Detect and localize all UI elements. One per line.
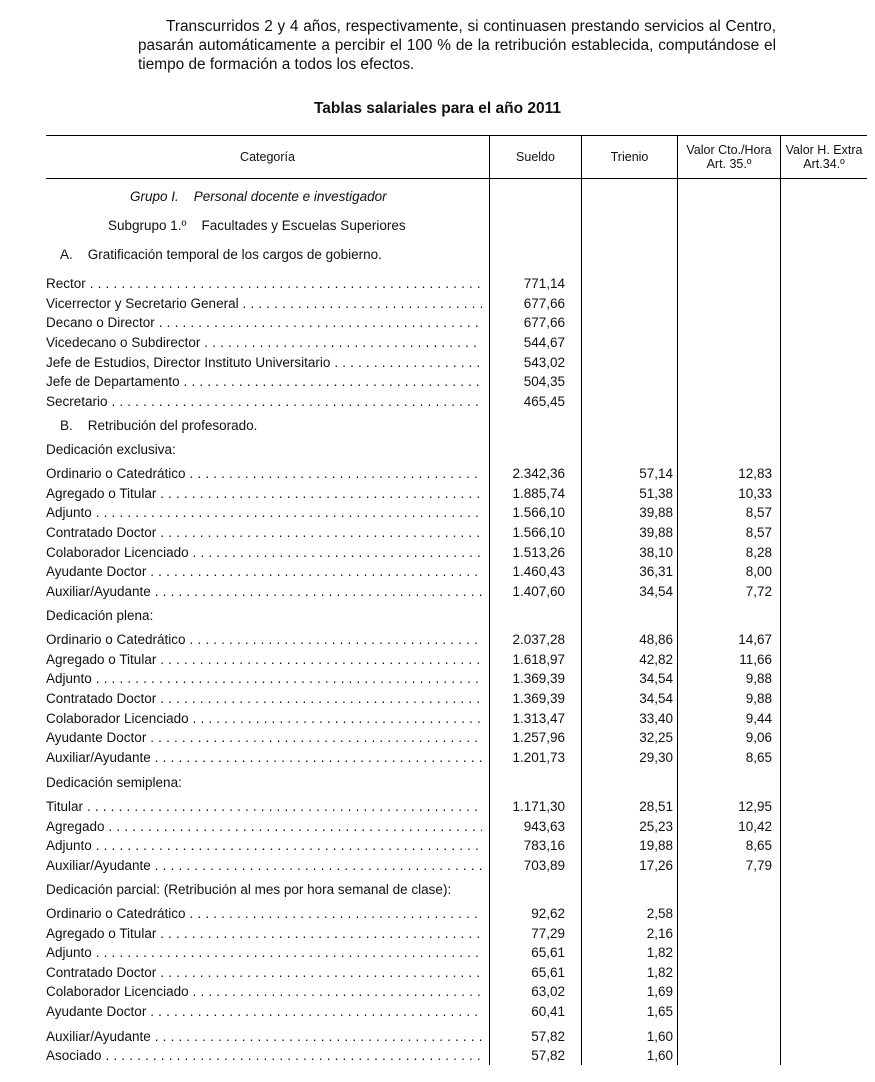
group-heading: Grupo I. Personal docente e investigador	[130, 189, 387, 204]
row-valor-hora-value: 9,44	[745, 710, 772, 726]
table-row	[46, 669, 875, 689]
row-category-label: Agregado o Titular . . .	[46, 924, 482, 944]
row-valor-hora-value: 11,66	[739, 651, 772, 667]
plena-heading: Dedicación plena:	[46, 608, 154, 623]
row-sueldo-value: 544,67	[523, 334, 565, 350]
table-row	[46, 963, 875, 983]
row-valor-hora-value: 7,79	[745, 857, 772, 873]
row-valor-hora-value: 8,00	[745, 564, 772, 580]
row-trienio-value: 34,54	[639, 690, 673, 706]
row-sueldo-value: 1.257,96	[512, 730, 565, 746]
table-row	[46, 728, 875, 748]
row-category-label: Adjunto . . .	[46, 943, 482, 963]
row-trienio-value: 32,25	[639, 730, 673, 746]
header-hora-extra: Valor H. Extra Art.34.º	[785, 143, 863, 171]
row-trienio-value: 25,23	[639, 818, 673, 834]
row-trienio-value: 42,82	[639, 651, 673, 667]
table-row	[46, 333, 875, 353]
row-category-label: Jefe de Departamento . . .	[46, 372, 482, 392]
row-trienio-value: 34,54	[639, 671, 673, 687]
row-category-label: Ayudante Doctor . . .	[46, 1002, 482, 1022]
table-row	[46, 313, 875, 333]
table-row	[46, 689, 875, 709]
table-row	[46, 392, 875, 412]
row-trienio-value: 48,86	[639, 632, 673, 647]
row-sueldo-value: 1.513,26	[512, 544, 565, 560]
row-trienio-value: 2,16	[646, 925, 673, 941]
table-row	[46, 1027, 875, 1047]
row-category-label: Auxiliar/Ayudante . . .	[46, 856, 482, 876]
row-sueldo-value: 783,16	[523, 838, 565, 854]
table-row	[46, 748, 875, 768]
row-trienio-value: 19,88	[639, 838, 673, 854]
row-trienio-value: 1,82	[646, 964, 673, 980]
row-category-label: Auxiliar/Ayudante . . .	[46, 1027, 482, 1047]
row-trienio-value: 2,58	[646, 906, 673, 921]
row-trienio-value: 28,51	[639, 799, 673, 814]
section-b-heading: B. Retribución del profesorado.	[60, 418, 258, 433]
row-valor-hora-value: 12,83	[738, 466, 772, 481]
row-category-label: Rector . . .	[46, 274, 482, 294]
row-category-label: Ayudante Doctor . . .	[46, 728, 482, 748]
row-trienio-value: 36,31	[639, 564, 673, 580]
row-category-label: Vicerrector y Secretario General . . .	[46, 294, 482, 314]
row-trienio-value: 1,60	[646, 1048, 673, 1064]
row-valor-hora-value: 9,88	[745, 671, 772, 687]
header-categoria: Categoría	[240, 150, 295, 164]
row-sueldo-value: 63,02	[531, 984, 565, 1000]
row-category-label: Decano o Director . . .	[46, 313, 482, 333]
row-sueldo-value: 1.369,39	[512, 671, 565, 687]
table-row	[46, 523, 875, 543]
row-valor-hora-value: 9,06	[745, 730, 772, 746]
row-category-label: Agregado . . .	[46, 817, 482, 837]
semiplena-heading: Dedicación semiplena:	[46, 775, 182, 790]
section-a-heading: A. Gratificación temporal de los cargos de gobierno.	[60, 247, 382, 262]
subgroup-heading: Subgrupo 1.º Facultades y Escuelas Superiores	[108, 218, 406, 233]
table-row	[46, 943, 875, 963]
row-valor-hora-value: 8,65	[745, 838, 772, 854]
row-sueldo-value: 1.566,10	[512, 524, 565, 540]
row-sueldo-value: 57,82	[531, 1048, 565, 1064]
row-valor-hora-value: 7,72	[745, 583, 772, 599]
row-trienio-value: 17,26	[639, 857, 673, 873]
row-category-label: Contratado Doctor . . .	[46, 523, 482, 543]
row-category-label: Ordinario o Catedrático . . .	[46, 904, 482, 924]
table-row	[46, 1046, 875, 1066]
row-category-label: Colaborador Licenciado . . .	[46, 982, 482, 1002]
row-sueldo-value: 465,45	[523, 393, 565, 409]
row-sueldo-value: 543,02	[523, 354, 565, 370]
table-row	[46, 709, 875, 729]
table-row	[46, 562, 875, 582]
table-row	[46, 503, 875, 523]
row-trienio-value: 39,88	[639, 505, 673, 521]
row-trienio-value: 51,38	[639, 485, 673, 501]
row-trienio-value: 1,69	[646, 984, 673, 1000]
row-trienio-value: 34,54	[639, 583, 673, 599]
row-category-label: Titular . . .	[46, 797, 482, 817]
table-title: Tablas salariales para el año 2011	[313, 100, 561, 117]
table-row	[46, 274, 875, 294]
row-sueldo-value: 1.460,43	[512, 564, 565, 580]
exclusiva-heading: Dedicación exclusiva:	[46, 442, 176, 457]
table-row	[46, 924, 875, 944]
row-sueldo-value: 57,82	[531, 1028, 565, 1044]
row-trienio-value: 33,40	[639, 710, 673, 726]
row-sueldo-value: 1.885,74	[512, 485, 565, 501]
row-valor-hora-value: 8,57	[745, 524, 772, 540]
row-sueldo-value: 1.171,30	[512, 799, 565, 814]
row-sueldo-value: 504,35	[523, 374, 565, 390]
intro-line-1: Transcurridos 2 y 4 años, respectivamente, si continuasen prestando servicios al	[166, 18, 721, 35]
row-sueldo-value: 65,61	[531, 945, 565, 961]
row-category-label: Adjunto . . .	[46, 503, 482, 523]
intro-line-3: computándose el tiempo de formación a todos los efectos.	[138, 37, 777, 73]
table-row	[46, 797, 875, 817]
row-category-label: Agregado o Titular . . .	[46, 484, 482, 504]
table-row	[46, 582, 875, 602]
row-category-label: Ayudante Doctor . . .	[46, 562, 482, 582]
table-row	[46, 856, 875, 876]
row-category-label: Secretario . . .	[46, 392, 482, 412]
row-sueldo-value: 1.201,73	[512, 749, 565, 765]
row-category-label: Ordinario o Catedrático . . .	[46, 630, 482, 650]
row-category-label: Vicedecano o Subdirector . . .	[46, 333, 482, 353]
row-category-label: Contratado Doctor . . .	[46, 689, 482, 709]
table-row	[46, 294, 875, 314]
row-sueldo-value: 2.037,28	[512, 632, 565, 647]
header-valor-hora: Valor Cto./Hora Art. 35.º	[686, 143, 772, 171]
row-valor-hora-value: 8,57	[745, 505, 772, 521]
row-trienio-value: 1,82	[646, 945, 673, 961]
row-sueldo-value: 77,29	[531, 925, 565, 941]
row-sueldo-value: 2.342,36	[512, 466, 565, 481]
row-trienio-value: 39,88	[639, 524, 673, 540]
row-category-label: Adjunto . . .	[46, 669, 482, 689]
row-sueldo-value: 1.407,60	[512, 583, 565, 599]
row-valor-hora-value: 12,95	[738, 799, 772, 814]
table-row	[46, 650, 875, 670]
row-valor-hora-value: 8,28	[745, 544, 772, 560]
table-row	[46, 817, 875, 837]
row-sueldo-value: 92,62	[531, 906, 565, 921]
row-category-label: Ordinario o Catedrático . . .	[46, 464, 482, 484]
row-category-label: Auxiliar/Ayudante . . .	[46, 748, 482, 768]
header-sueldo: Sueldo	[516, 150, 555, 164]
row-sueldo-value: 1.566,10	[512, 505, 565, 521]
row-sueldo-value: 1.618,97	[512, 651, 565, 667]
row-category-label: Colaborador Licenciado . . .	[46, 543, 482, 563]
table-row	[46, 372, 875, 392]
row-sueldo-value: 1.369,39	[512, 690, 565, 706]
table-row	[46, 543, 875, 563]
row-valor-hora-value: 8,65	[745, 749, 772, 765]
intro-paragraph	[138, 17, 776, 74]
row-valor-hora-value: 14,67	[738, 632, 772, 647]
table-row	[46, 630, 875, 650]
row-category-label: Colaborador Licenciado . . .	[46, 709, 482, 729]
row-trienio-value: 57,14	[639, 466, 673, 481]
table-row	[46, 1002, 875, 1022]
row-sueldo-value: 771,14	[523, 276, 565, 291]
table-header-rule	[46, 178, 867, 179]
table-row	[46, 904, 875, 924]
intro-line-2: Centro, pasarán automáticamente a percibir el 100 % de la retribución establecida,	[138, 18, 777, 54]
row-sueldo-value: 943,63	[523, 818, 565, 834]
row-category-label: Contratado Doctor . . .	[46, 963, 482, 983]
table-row	[46, 464, 875, 484]
table-row	[46, 836, 875, 856]
row-sueldo-value: 1.313,47	[512, 710, 565, 726]
row-valor-hora-value: 9,88	[745, 690, 772, 706]
row-trienio-value: 29,30	[639, 749, 673, 765]
table-row	[46, 484, 875, 504]
row-valor-hora-value: 10,33	[738, 485, 772, 501]
parcial-heading: Dedicación parcial: (Retribución al mes por hora semanal de clase):	[46, 882, 452, 897]
row-sueldo-value: 677,66	[523, 295, 565, 311]
row-trienio-value: 1,60	[646, 1028, 673, 1044]
header-trienio: Trienio	[610, 150, 649, 164]
row-trienio-value: 38,10	[639, 544, 673, 560]
table-row	[46, 353, 875, 373]
row-valor-hora-value: 10,42	[738, 818, 772, 834]
row-sueldo-value: 65,61	[531, 964, 565, 980]
row-category-label: Auxiliar/Ayudante . . .	[46, 582, 482, 602]
row-sueldo-value: 60,41	[531, 1004, 565, 1019]
row-category-label: Adjunto . . .	[46, 836, 482, 856]
row-sueldo-value: 703,89	[523, 857, 565, 873]
row-category-label: Asociado . . .	[46, 1046, 482, 1066]
row-category-label: Agregado o Titular . . .	[46, 650, 482, 670]
row-sueldo-value: 677,66	[523, 315, 565, 331]
row-trienio-value: 1,65	[646, 1004, 673, 1019]
row-category-label: Jefe de Estudios, Director Instituto Universitario . . .	[46, 353, 482, 373]
table-row	[46, 982, 875, 1002]
